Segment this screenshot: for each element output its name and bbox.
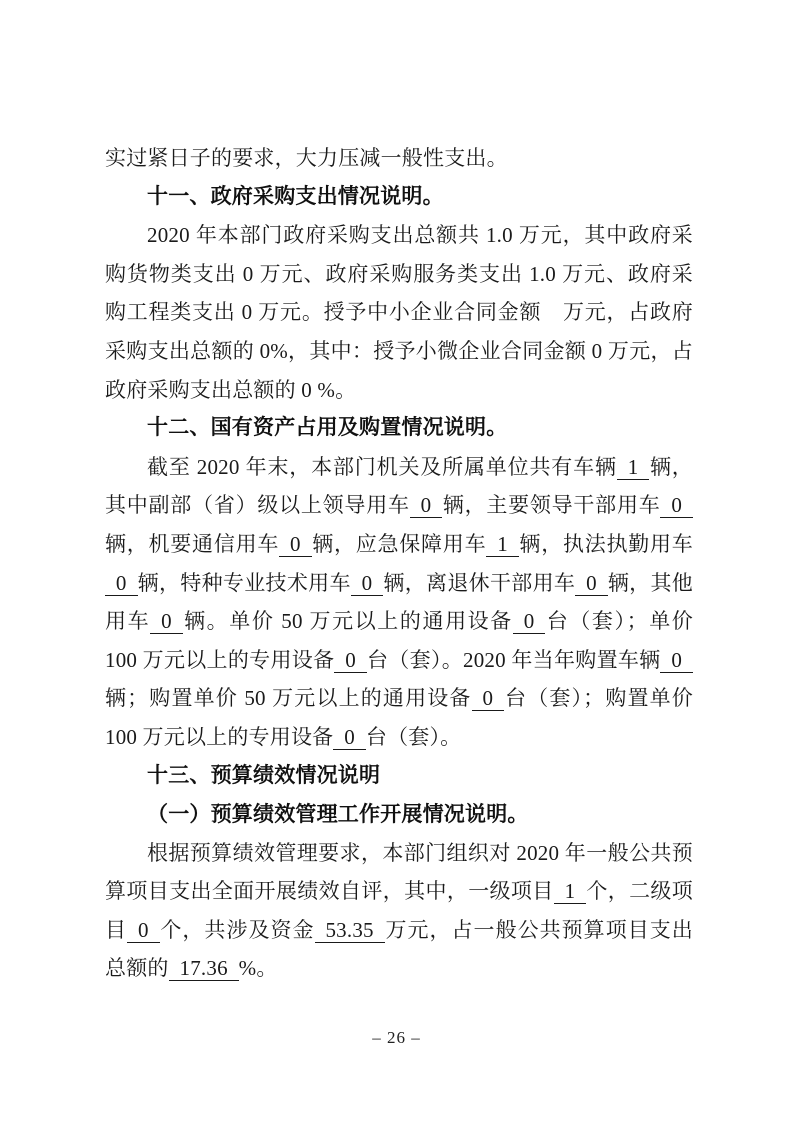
text-run: 台（套）；购置单价 100 万元以上的专用设备	[105, 686, 693, 749]
underlined-value: 17.36	[169, 956, 239, 981]
paragraph	[105, 216, 693, 409]
text-run: %。	[238, 956, 278, 981]
underlined-value: 1	[554, 879, 587, 904]
underlined-value: 0	[513, 609, 546, 634]
paragraph	[105, 448, 693, 757]
text-run: 2020 年本部门政府采购支出总额共 1.0 万元，其中政府采购货物类支出 0 万元、政府采购服务类支出 1.0 万元、政府采购工程类支出 0 万元。授予中小企业合同金额 万元，占政府采购支出总额的 0%，其中：授予小微企业合同金额 0 万元，占政府采购支出总额的 0 %。	[105, 223, 693, 402]
section-heading	[105, 178, 693, 217]
paragraph	[105, 139, 693, 178]
paragraph	[105, 834, 693, 988]
text-run: 十一、政府采购支出情况说明。	[147, 184, 444, 208]
underlined-value: 1	[617, 455, 650, 480]
text-run: 辆，应急保障用车	[311, 531, 487, 556]
text-run: 个，二级项目	[105, 879, 693, 942]
underlined-value: 0	[472, 686, 505, 711]
text-run: 个，共涉及资金	[159, 917, 315, 942]
text-run: 台（套）；单价 100 万元以上的专用设备	[105, 609, 693, 672]
text-run: 辆，离退休干部用车	[383, 570, 576, 595]
section-heading	[105, 757, 693, 796]
underlined-value: 0	[105, 571, 138, 596]
text-run: 辆，主要领导干部用车	[442, 493, 661, 518]
text-run: 十三、预算绩效情况说明	[147, 763, 381, 787]
underlined-value: 0	[660, 493, 693, 518]
text-run: 截至 2020 年末，本部门机关及所属单位共有车辆	[147, 454, 617, 479]
text-run: 台（套）。	[365, 724, 462, 749]
underlined-value: 0	[351, 571, 384, 596]
text-run: 辆，机要通信用车	[105, 531, 280, 556]
page-number: – 26 –	[372, 1028, 421, 1047]
underlined-value: 53.35	[315, 918, 385, 943]
text-run: 实过紧日子的要求，大力压减一般性支出。	[105, 146, 508, 170]
text-run: 辆，执法执勤用车	[518, 531, 693, 556]
underlined-value: 0	[279, 532, 312, 557]
text-run: 辆，特种专业技术用车	[137, 570, 351, 595]
section-heading	[105, 409, 693, 448]
text-run: 台（套）。2020 年当年购置车辆	[366, 647, 661, 672]
underlined-value: 0	[127, 918, 160, 943]
underlined-value: 0	[410, 493, 443, 518]
text-run: （一）预算绩效管理工作开展情况说明。	[147, 802, 529, 827]
text-run: 根据预算绩效管理要求，本部门组织对 2020 年一般公共预算项目支出全面开展绩效自评，其中，一级项目	[105, 840, 693, 904]
text-run: 辆。单价 50 万元以上的通用设备	[182, 609, 513, 634]
underlined-value: 1	[486, 532, 519, 557]
document-content	[105, 139, 693, 988]
underlined-value: 0	[150, 609, 183, 634]
text-run: 万元，占一般公共预算项目支出总额的	[105, 917, 693, 981]
text-run: 辆；购置单价 50 万元以上的通用设备	[105, 686, 472, 711]
underlined-value: 0	[660, 648, 693, 673]
section-heading	[105, 795, 693, 834]
text-run: 辆，其中副部（省）级以上领导用车	[105, 454, 693, 518]
text-run: 十二、国有资产占用及购置情况说明。	[147, 416, 508, 440]
underlined-value: 0	[334, 648, 367, 673]
text-run: 辆，其他用车	[105, 570, 693, 634]
underlined-value: 0	[575, 571, 608, 596]
underlined-value: 0	[333, 725, 366, 750]
